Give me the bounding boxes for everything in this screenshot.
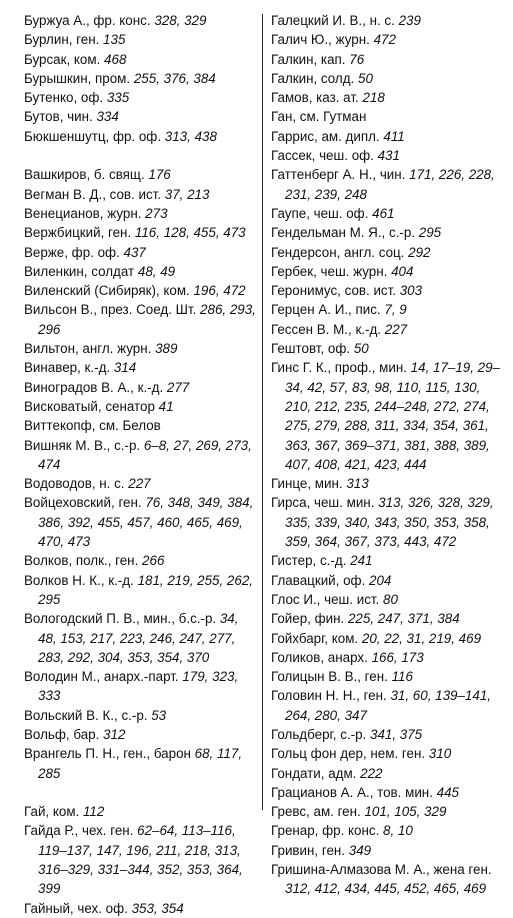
entry-pages: 222 xyxy=(360,765,383,781)
entry-name: Вишняк М. В., с.-р. xyxy=(24,437,141,453)
entry-pages: 277 xyxy=(166,379,190,395)
index-entry xyxy=(24,300,256,339)
entry-pages: 411 xyxy=(383,128,405,144)
entry-pages: 334 xyxy=(96,109,119,125)
entry-pages: 204 xyxy=(369,572,392,588)
entry-name: Володин М., анарх.-парт. xyxy=(24,669,179,685)
entry-pages: 468 xyxy=(104,51,127,67)
entry-name: Голицын В. В., ген. xyxy=(271,669,388,685)
index-entry xyxy=(24,69,256,88)
index-entry xyxy=(24,436,256,475)
index-entry xyxy=(271,783,503,802)
entry-pages: 41 xyxy=(158,398,174,414)
entry-name: Голиков, анарх. xyxy=(271,649,368,665)
entry-pages: 50 xyxy=(353,341,369,357)
entry-name: Водоводов, н. с. xyxy=(24,476,125,492)
index-entry xyxy=(271,339,503,358)
entry-name: Гаттенберг А. Н., чин. xyxy=(271,167,406,183)
entry-name: Галкин, кап. xyxy=(271,51,346,67)
entry-pages: 53 xyxy=(151,707,167,723)
index-entry xyxy=(271,686,503,725)
index-entry xyxy=(24,493,256,551)
entry-pages: 14, 17–19, 29–34, 42, 57, 83, 98, 110, 115, 130, 210, 212, 235, 244–248, 272, 274, 275, 279, 288, 311, 334, 354, 361, 363, 367, 369–371, 381, 388, 389, 407, 408, 421, 423, 444 xyxy=(285,360,501,472)
entry-pages: 241 xyxy=(350,553,373,569)
entry-name: Гревс, ам. ген. xyxy=(271,804,361,820)
entry-name: Гольц фон дер, нем. ген. xyxy=(271,746,426,762)
entry-pages: 310 xyxy=(428,746,452,762)
index-entry xyxy=(24,262,256,281)
entry-name: Главацкий, оф. xyxy=(271,572,366,588)
entry-name: Бутенко, оф. xyxy=(24,90,104,106)
entry-name: Верже, фр. оф. xyxy=(24,244,120,260)
index-entry xyxy=(24,416,256,435)
entry-pages: 313 xyxy=(346,476,369,492)
entry-pages: 225, 247, 371, 384 xyxy=(347,611,460,627)
entry-name: Бурлин, ген. xyxy=(24,32,100,48)
entry-name: Гай, ком. xyxy=(24,804,80,820)
entry-name: Гинс Г. К., проф., мин. xyxy=(271,360,407,376)
index-entry xyxy=(24,378,256,397)
entry-pages: 335 xyxy=(106,90,130,106)
entry-pages: 227 xyxy=(128,476,151,492)
entry-name: Вольф, бар. xyxy=(24,726,100,742)
index-entry xyxy=(271,146,503,165)
entry-pages: 62–64, 113–116, 119–137, 147, 196, 211, 218, 313, 316–329, 331–344, 352, 353, 364, 399 xyxy=(38,823,243,897)
entry-pages: 431 xyxy=(377,148,400,164)
section-gap xyxy=(24,146,256,165)
entry-name: Гаррис, ам. дипл. xyxy=(271,128,380,144)
index-entry xyxy=(271,474,503,493)
entry-name: Гамов, каз. ат. xyxy=(271,90,359,106)
entry-pages: 196, 472 xyxy=(193,283,246,299)
entry-name: Гештовт, оф. xyxy=(271,341,351,357)
entry-pages: 312, 412, 434, 445, 452, 465, 469 xyxy=(285,881,487,897)
index-column-right xyxy=(271,11,503,899)
index-entry xyxy=(24,11,256,30)
index-entry xyxy=(24,571,256,610)
index-entry xyxy=(24,744,256,783)
entry-name: Бутов, чин. xyxy=(24,109,93,125)
entry-pages: 171, 226, 228, 231, 239, 248 xyxy=(285,167,495,202)
entry-name: Глос И., чеш. ист. xyxy=(271,591,380,607)
index-entry xyxy=(271,629,503,648)
index-entry xyxy=(24,223,256,242)
entry-name: Бурышкин, пром. xyxy=(24,70,131,86)
index-entry xyxy=(271,243,503,262)
entry-pages: 176 xyxy=(148,167,171,183)
entry-name: Войцеховский, ген. xyxy=(24,495,142,511)
entry-pages: 239 xyxy=(398,13,421,28)
entry-name: Бюкшеншутц, фр. оф. xyxy=(24,128,162,144)
entry-pages: 8, 10 xyxy=(383,823,413,839)
entry-name: Галич Ю., журн. xyxy=(271,32,370,48)
index-entry xyxy=(24,609,256,667)
entry-pages: 181, 219, 255, 262, 295 xyxy=(38,572,253,607)
entry-pages: 76, 348, 349, 384, 386, 392, 455, 457, 460, 465, 469, 470, 473 xyxy=(38,495,254,550)
index-entry xyxy=(24,185,256,204)
entry-pages: 445 xyxy=(436,784,459,800)
index-entry xyxy=(24,339,256,358)
entry-pages: 37, 213 xyxy=(164,186,210,202)
entry-pages: 218 xyxy=(362,90,385,106)
index-entry xyxy=(271,107,503,126)
index-entry xyxy=(271,609,503,628)
index-entry xyxy=(271,821,503,840)
index-entry xyxy=(24,30,256,49)
entry-name: Гессен В. М., к.-д. xyxy=(271,321,382,337)
index-entry xyxy=(271,744,503,763)
entry-pages: 227 xyxy=(384,321,408,337)
index-entry xyxy=(24,474,256,493)
entry-name: Виленкин, солдат xyxy=(24,263,135,279)
entry-pages: 303 xyxy=(399,283,423,299)
entry-name: Вольский В. К., с.-р. xyxy=(24,707,148,723)
entry-name: Гайный, чех. оф. xyxy=(24,900,128,916)
entry-pages: 76 xyxy=(349,51,365,67)
entry-pages: 437 xyxy=(123,244,146,260)
entry-name: Гришина-Алмазова М. А., жена ген. xyxy=(271,862,492,878)
index-entry xyxy=(271,320,503,339)
entry-pages: 313, 438 xyxy=(164,128,217,144)
entry-name: Гендельман М. Я., с.-р. xyxy=(271,225,416,241)
entry-name: Врангель П. Н., ген., барон xyxy=(24,746,191,762)
index-entry xyxy=(24,107,256,126)
entry-pages: 461 xyxy=(372,205,395,221)
index-entry xyxy=(24,50,256,69)
index-entry xyxy=(24,802,256,821)
entry-pages: 101, 105, 329 xyxy=(364,804,447,820)
index-entry xyxy=(24,706,256,725)
entry-pages: 166, 173 xyxy=(371,649,424,665)
entry-pages: 179, 323, 333 xyxy=(38,669,239,704)
entry-pages: 112 xyxy=(82,804,105,820)
entry-pages: 313, 326, 328, 329, 335, 339, 340, 343, 350, 353, 358, 359, 364, 367, 373, 443, 472 xyxy=(285,495,494,550)
entry-name: Вержбицкий, ген. xyxy=(24,225,132,241)
index-entry xyxy=(24,821,256,898)
entry-pages: 353, 354 xyxy=(131,900,184,916)
entry-pages: 273 xyxy=(145,205,168,221)
entry-name: Грацианов А. А., тов. мин. xyxy=(271,784,433,800)
entry-name: Гирса, чеш. мин. xyxy=(271,495,375,511)
index-entry xyxy=(271,667,503,686)
entry-name: Галкин, солд. xyxy=(271,70,355,86)
entry-name: Вашкиров, б. свящ. xyxy=(24,167,145,183)
entry-name: Винавер, к.-д. xyxy=(24,360,111,376)
entry-name: Висковатый, сенатор xyxy=(24,398,155,414)
index-entry xyxy=(271,50,503,69)
index-entry xyxy=(24,165,256,184)
entry-name: Гаупе, чеш. оф. xyxy=(271,205,369,221)
index-entry xyxy=(24,281,256,300)
entry-name: Вильсон В., през. Соед. Шт. xyxy=(24,302,197,318)
entry-pages: 48, 49 xyxy=(137,263,176,279)
entry-name: Гинце, мин. xyxy=(271,476,343,492)
index-entry xyxy=(271,764,503,783)
entry-pages: 314 xyxy=(113,360,137,376)
entry-pages: 286, 293, 296 xyxy=(38,302,256,337)
entry-name: Герцен А. И., пис. xyxy=(271,302,381,318)
index-entry xyxy=(271,551,503,570)
entry-pages: 135 xyxy=(103,32,126,48)
entry-pages: 7, 9 xyxy=(384,302,407,318)
entry-name: Головин Н. Н., ген. xyxy=(271,688,387,704)
entry-name: Галецкий И. В., н. с. xyxy=(271,13,395,28)
entry-pages: 50 xyxy=(358,70,373,86)
entry-name: Гистер, с.-д. xyxy=(271,553,347,569)
index-entry xyxy=(271,281,503,300)
entry-name: Вильтон, англ. журн. xyxy=(24,341,152,357)
index-entry xyxy=(271,262,503,281)
index-entry xyxy=(271,860,503,899)
entry-name: Гассек, чеш. оф. xyxy=(271,148,374,164)
index-entry xyxy=(271,127,503,146)
index-entry xyxy=(271,300,503,319)
entry-name: Буржуа А., фр. конс. xyxy=(24,13,151,28)
entry-name: Волков Н. К., к.-д. xyxy=(24,572,134,588)
entry-pages: 68, 117, 285 xyxy=(38,746,243,781)
entry-name: Виттекопф, см. Белов xyxy=(24,418,161,434)
entry-name: Гендерсон, англ. соц. xyxy=(271,244,405,260)
entry-name: Гойхбарг, ком. xyxy=(271,630,359,646)
entry-pages: 266 xyxy=(142,553,165,569)
index-entry xyxy=(271,223,503,242)
entry-pages: 389 xyxy=(155,341,178,357)
entry-pages: 116, 128, 455, 473 xyxy=(134,225,246,241)
index-entry xyxy=(24,667,256,706)
entry-name: Виленский (Сибиряк), ком. xyxy=(24,283,190,299)
index-entry xyxy=(271,571,503,590)
index-entry xyxy=(24,551,256,570)
section-gap xyxy=(24,783,256,802)
index-entry xyxy=(24,725,256,744)
index-entry xyxy=(24,243,256,262)
entry-pages: 34, 48, 153, 217, 223, 246, 247, 277, 283, 292, 304, 353, 354, 370 xyxy=(38,611,239,665)
entry-name: Вегман В. Д., сов. ист. xyxy=(24,186,162,202)
index-column-left xyxy=(24,11,256,918)
index-entry xyxy=(271,88,503,107)
index-entry xyxy=(271,30,503,49)
entry-pages: 404 xyxy=(391,263,414,279)
entry-pages: 328, 329 xyxy=(154,13,207,28)
index-entry xyxy=(271,204,503,223)
entry-pages: 116 xyxy=(391,669,413,685)
entry-pages: 341, 375 xyxy=(370,726,423,742)
index-entry xyxy=(271,590,503,609)
index-entry xyxy=(271,802,503,821)
entry-pages: 292 xyxy=(408,244,431,260)
index-entry xyxy=(24,358,256,377)
index-entry xyxy=(271,725,503,744)
entry-name: Бурсак, ком. xyxy=(24,51,101,67)
entry-name: Гренар, фр. конс. xyxy=(271,823,380,839)
entry-name: Гривин, ген. xyxy=(271,842,346,858)
entry-pages: 255, 376, 384 xyxy=(133,70,216,86)
entry-name: Венецианов, журн. xyxy=(24,205,142,221)
entry-name: Волков, полк., ген. xyxy=(24,553,139,569)
entry-pages: 20, 22, 31, 219, 469 xyxy=(361,630,482,646)
index-entry xyxy=(271,841,503,860)
index-entry xyxy=(271,493,503,551)
entry-pages: 80 xyxy=(383,591,398,607)
entry-name: Вологодский П. В., мин., б.с.-р. xyxy=(24,611,217,627)
entry-name: Гойер, фин. xyxy=(271,611,345,627)
index-entry xyxy=(271,648,503,667)
entry-pages: 6–8, 27, 269, 273, 474 xyxy=(38,437,252,472)
entry-pages: 295 xyxy=(418,225,442,241)
index-entry xyxy=(271,11,503,30)
column-divider xyxy=(262,14,263,810)
entry-pages: 31, 60, 139–141, 264, 280, 347 xyxy=(285,688,491,723)
index-entry xyxy=(271,165,503,204)
index-entry xyxy=(271,69,503,88)
entry-name: Ган, см. Гутман xyxy=(271,109,367,125)
index-entry xyxy=(24,397,256,416)
entry-name: Гондати, адм. xyxy=(271,765,357,781)
entry-name: Гольдберг, с.-р. xyxy=(271,726,367,742)
entry-pages: 349 xyxy=(348,842,372,858)
index-entry xyxy=(24,127,256,146)
index-entry xyxy=(271,358,503,474)
entry-name: Виноградов В. А., к.-д. xyxy=(24,379,164,395)
entry-name: Гербек, чеш. журн. xyxy=(271,263,388,279)
index-entry xyxy=(24,204,256,223)
entry-name: Гайда Р., чех. ген. xyxy=(24,823,134,839)
entry-pages: 312 xyxy=(103,726,126,742)
index-entry xyxy=(24,899,256,918)
entry-pages: 472 xyxy=(373,32,396,48)
entry-name: Геронимус, сов. ист. xyxy=(271,283,396,299)
index-entry xyxy=(24,88,256,107)
